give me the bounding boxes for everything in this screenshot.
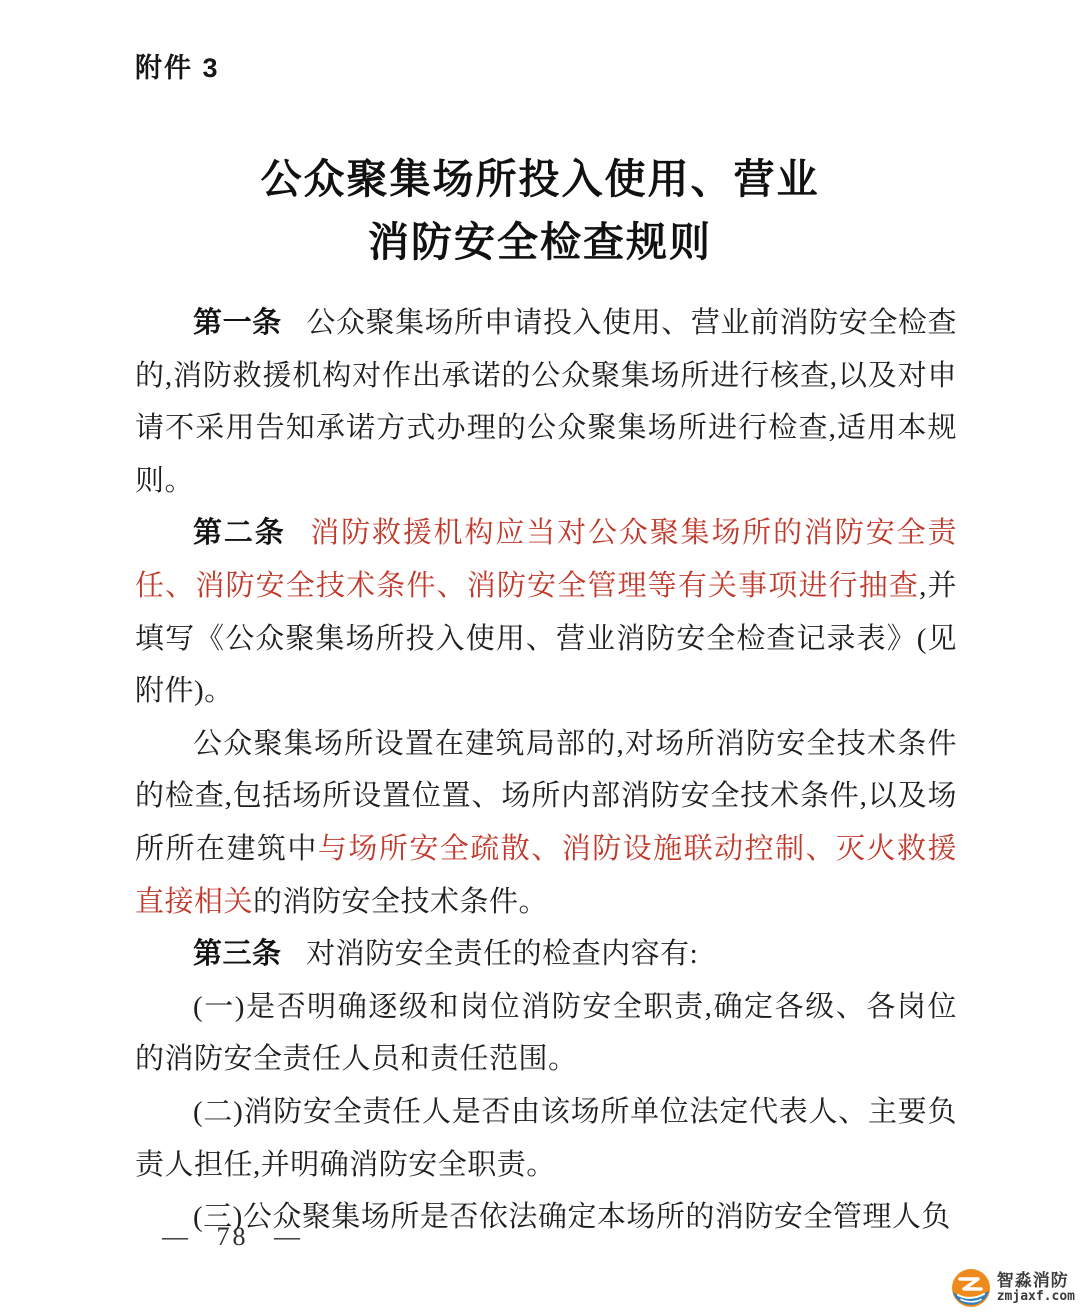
body-text: (三)公众聚集场所是否依法确定本场所的消防安全管理人负	[193, 1201, 951, 1234]
article-paragraph	[135, 1086, 957, 1191]
body-text: 公众聚集场所设置在建筑局部的,对场所消防安全技术条件的检查,包括场所设置位置、场所内部消防安全技术条件,以及场所所在建筑中	[135, 727, 957, 865]
document-title	[0, 148, 1080, 274]
document-body	[135, 297, 957, 1244]
brand-name: 智淼消防	[996, 1270, 1069, 1290]
article-paragraph	[135, 718, 957, 928]
highlighted-text: 与场所安全疏散、消防设施联动控制、灭火救援直接相关	[135, 832, 957, 918]
brand-watermark	[951, 1268, 1075, 1308]
body-text: ,并填写《公众聚集场所投入使用、营业消防安全检查记录表》(见附件)。	[135, 569, 957, 708]
body-text: 公众聚集场所申请投入使用、营业前消防安全检查的,消防救援机构对作出承诺的公众聚集场所进行核查,以及对申请不采用告知承诺方式办理的公众聚集场所进行检查,适用本规则。	[135, 307, 957, 497]
brand-text-block	[997, 1271, 1075, 1305]
article-heading: 第一条	[193, 307, 282, 339]
body-text: 的消防安全技术条件。	[253, 885, 549, 918]
brand-url: zmjaxf.com	[996, 1289, 1075, 1305]
document-title-line2: 消防安全检查规则	[368, 219, 712, 265]
highlighted-text: 消防救援机构应当对公众聚集场所的消防安全责任、消防安全技术条件、消防安全管理等有关事项进行抽查	[135, 517, 957, 602]
body-text: (二)消防安全责任人是否由该场所单位法定代表人、主要负责人担任,并明确消防安全职责。	[135, 1095, 957, 1181]
brand-logo-icon	[951, 1268, 991, 1308]
attachment-label: 附件 3	[135, 53, 220, 83]
document-title-line1: 公众聚集场所投入使用、营业	[260, 156, 820, 202]
article-paragraph	[135, 297, 957, 507]
article-paragraph	[135, 507, 957, 717]
article-heading: 第三条	[193, 938, 282, 971]
article-heading: 第二条	[193, 517, 286, 550]
article-paragraph	[135, 928, 957, 981]
body-text: 对消防安全责任的检查内容有:	[306, 938, 699, 971]
body-text: (一)是否明确逐级和岗位消防安全职责,确定各级、各岗位的消防安全责任人员和责任范围。	[135, 990, 957, 1076]
page-number: — 78 —	[162, 1222, 303, 1251]
article-paragraph	[135, 981, 957, 1086]
